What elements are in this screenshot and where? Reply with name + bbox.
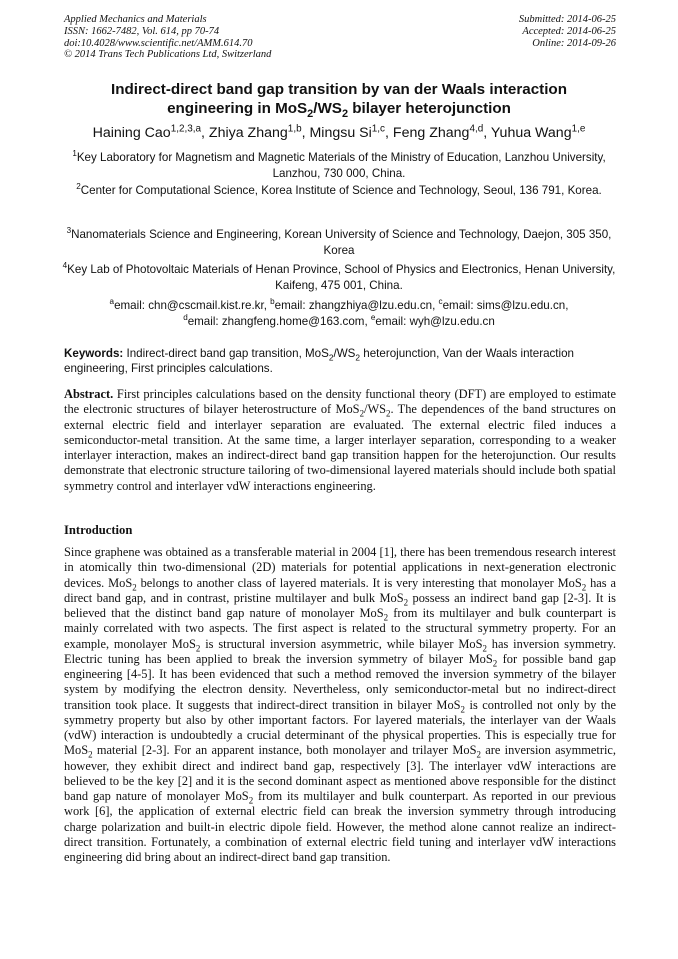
journal-name: Applied Mechanics and Materials bbox=[64, 14, 207, 25]
affiliation-1: $^1$Key Laboratory for Magnetism and Magnetic Materials of the Ministry of Education, Lanzhou University, Lanzhou, 730 000, China. bbox=[72, 149, 606, 180]
accepted-date: Accepted: 2014-06-25 bbox=[522, 25, 616, 37]
doi: doi:10.4028/www.scientific.net/AMM.614.70 bbox=[64, 37, 253, 49]
email-a[interactable]: email: chn@cscmail.kist.re.kr, bbox=[114, 299, 271, 312]
email-d[interactable]: email: zhangfeng.home@163.com, bbox=[187, 314, 371, 328]
online-date: Online: 2014-09-26 bbox=[532, 37, 616, 49]
affiliation-4: $^4$Key Lab of Photovoltaic Materials of Henan Province, School of Physics and Electronics, Henan University, Kaifeng, 475 001, China. bbox=[62, 261, 616, 292]
author-name: Yuhua Wang bbox=[490, 125, 572, 141]
email-e[interactable]: email: wyh@lzu.edu.cn bbox=[375, 314, 495, 328]
introduction-heading: Introduction bbox=[64, 523, 133, 537]
journal-issn: ISSN: 1662-7482, Vol. 614, pp 70-74 bbox=[64, 25, 220, 37]
author-name: Mingsu Si bbox=[309, 125, 372, 141]
email-list: $^a$email: chn@cscmail.kist.re.kr, $^b$email: zhangzhiya@lzu.edu.cn, $^c$email: sims@lzu.edu.cn, $^d$email: zhangfeng.home@163.com, $^e$email: wyh@lzu.edu.cn bbox=[109, 297, 569, 328]
email-c[interactable]: email: sims@lzu.edu.cn, bbox=[442, 299, 569, 312]
author-name: Feng Zhang bbox=[392, 125, 470, 141]
abstract: Abstract. First principles calculations based on the density functional theory (DFT) are employed to estimate the electronic structures of bilayer heterostructure of $MoS_2/WS_2$. The dependences of the band structures on external electric field and interlayer separation are evaluated. The external electric filed induces a semiconductor-metal transition. At the same time, a larger interlayer separation, corresponding to a weaker interlayer interaction, makes an indirect-direct band gap transition happen for the heterojunction. Our results demonstrate that electronic structure tailoring of two-dimensional layered materials should include both spatial symmetry control and interlayer vdW interactions engineering. bbox=[64, 387, 616, 493]
journal-info bbox=[64, 14, 271, 61]
submitted-date: Submitted: 2014-06-25 bbox=[518, 14, 616, 25]
introduction-paragraph: Since graphene was obtained as a transferable material in 2004 [1], there has been tremendous research interest in atomically thin two-dimensional (2D) materials for potential applications in next-generation electronic devices. MoS$_2$ belongs to another class of layered materials. It is very interesting that monolayer MoS$_2$ has a direct band gap, and in contrast, pristine multilayer and bulk MoS$_2$ possess an indirect band gap [2-3]. It is believed that the distinct band gap nature of monolayer MoS$_2$ from its multilayer and bulk counterpart is mainly correlated with two aspects. The first aspect is related to the structural symmetry property. For an example, monolayer MoS$_2$ is structural inversion asymmetric, while bilayer MoS$_2$ has inversion symmetry. Electric tuning has been applied to break the inversion symmetry of bilayer MoS$_2$ for possible band gap engineering [4-5]. It has been evidenced that such a method removed the inversion symmetry of the bilayer system by modifying the electron density. Nevertheless, only semiconductor-metal but no indirect-direct transition took place. It suggests that indirect-direct transition in bilayer MoS$_2$ is controlled not only by the symmetry property but also by other important factors. For layered materials, the interlayer van der Waals (vdW) interaction is undoubtedly a crucial determinant of the physical properties. This is especially true for MoS$_2$ material [2-3]. For an apparent instance, both monolayer and trilayer MoS$_2$ are inversion asymmetric, however, they exhibit direct and indirect band gap, respectively [3]. The interlayer vdW interactions are believed to be the key [2] and it is the second dominant aspect as mentioned above responsible for the distinct band gap nature of monolayer MoS$_2$ from its multilayer and bulk counterpart. As reported in our previous work [6], the application of external electric field can break the inversion symmetry through introducing charge polarization and built-in electric dipole field. However, the method alone cannot realize an indirect-direct transition. Fortunately, a combination of external electric field tuning and interlayer vdW interactions engineering did bring about an indirect-direct band gap transition. bbox=[64, 545, 617, 864]
affiliation-3: $^3$Nanomaterials Science and Engineering, Korean University of Science and Technology, Daejon, 305 350, Korea bbox=[66, 226, 612, 257]
title-line-1: Indirect-direct band gap transition by van der Waals interaction bbox=[111, 81, 567, 98]
author-name: Zhiya Zhang bbox=[208, 125, 288, 141]
paper-title bbox=[40, 80, 638, 121]
keywords: Keywords: Indirect-direct band gap transition, $MoS_2/WS_2$ heterojunction, Van der Waals interaction engineering, First principles calculations. bbox=[64, 347, 575, 376]
title-line-2: engineering in $MoS_2/WS_2$ bilayer heterojunction bbox=[167, 100, 511, 121]
keywords-label: Keywords: bbox=[64, 347, 124, 360]
copyright: © 2014 Trans Tech Publications Ltd, Switzerland bbox=[64, 49, 272, 61]
author-list: Haining Cao$^{1,2,3,a}$, Zhiya Zhang$^{1,b}$, Mingsu Si$^{1,c}$, Feng Zhang$^{4,d}$, Yuhua Wang$^{1,e}$ bbox=[92, 123, 586, 141]
affiliation-2: $^2$Center for Computational Science, Korea Institute of Science and Technology, Seoul, 136 791, Korea. bbox=[76, 182, 602, 197]
author-name: Haining Cao bbox=[92, 125, 171, 141]
email-b[interactable]: email: zhangzhiya@lzu.edu.cn, bbox=[274, 299, 439, 312]
dates-info bbox=[519, 14, 616, 49]
abstract-label: Abstract. bbox=[64, 387, 114, 401]
